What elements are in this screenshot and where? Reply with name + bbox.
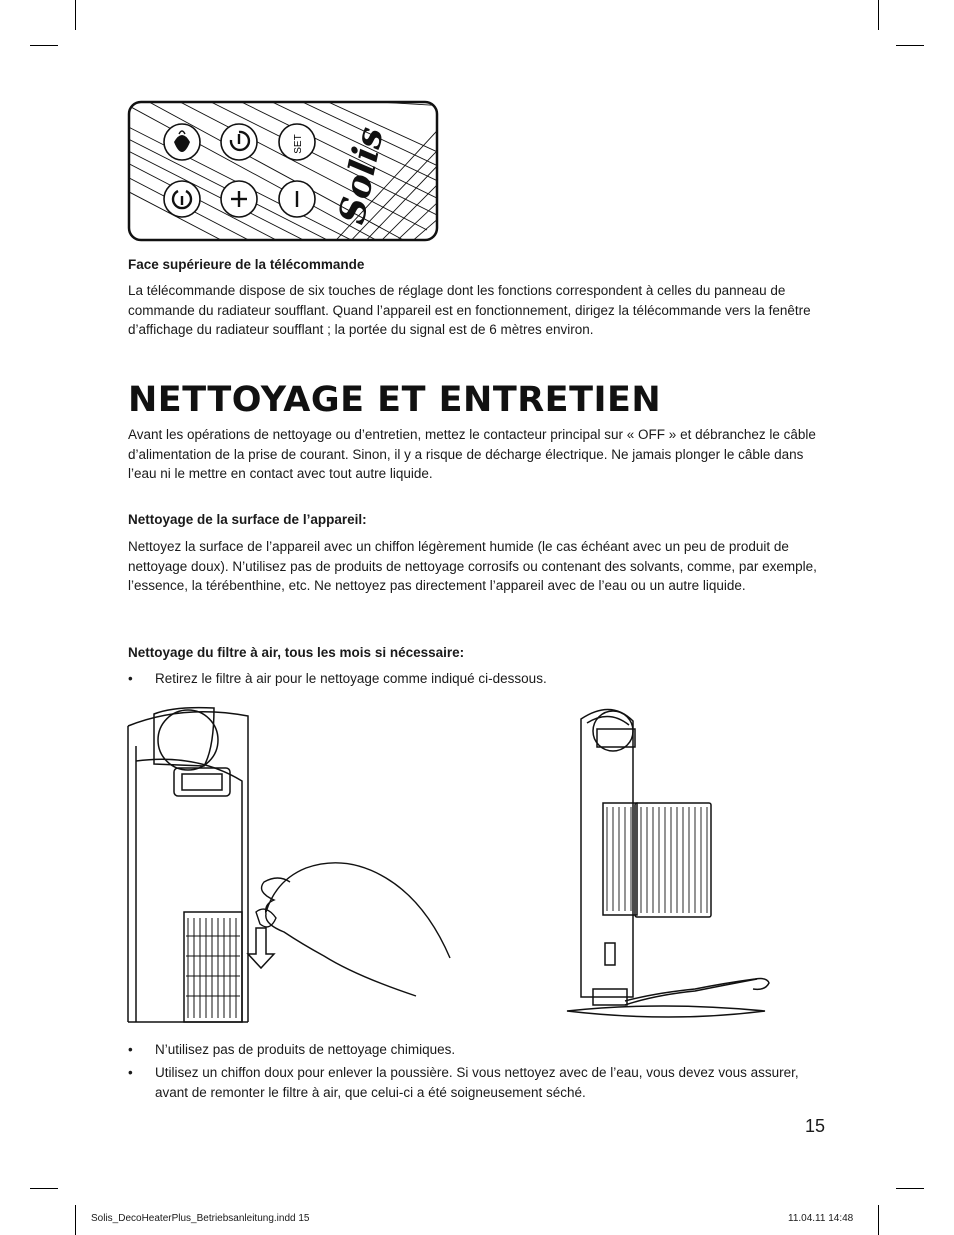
footer-filename: Solis_DecoHeaterPlus_Betriebsanleitung.indd 15	[91, 1213, 310, 1224]
crop-mark	[75, 0, 76, 30]
section-intro: Avant les opérations de nettoyage ou d’entretien, mettez le contacteur principal sur « OFF » et débranchez le câble d’alimentation de la prise de courant. Sinon, il y a risque de décharge électrique. Ne jamais plonger le câble dans l’eau ni le mettre en contact avec tout autre liquide.	[128, 427, 816, 481]
bullet-text: Retirez le filtre à air pour le nettoyage comme indiqué ci-dessous.	[155, 671, 547, 686]
bullet-item	[128, 1040, 828, 1060]
surface-text: Nettoyez la surface de l’appareil avec un chiffon légèrement humide (le cas échéant avec un peu de produit de nettoyage doux). N’utilisez pas de produits de nettoyage corrosifs ou contenant des solvants, comme, par exemple, l’essence, la térébenthine, etc. Ne nettoyez pas directement l’appareil avec de l’eau ou un autre liquide.	[128, 539, 817, 593]
footer-date: 11.04.11 14:48	[788, 1213, 854, 1224]
set-label: SET	[293, 134, 304, 154]
crop-mark	[896, 1188, 924, 1189]
crop-mark	[878, 0, 879, 30]
bullet-item	[128, 669, 828, 689]
bullet-dot: •	[128, 671, 133, 686]
page-number: 15	[805, 1116, 826, 1136]
bullet-text: Utilisez un chiffon doux pour enlever la poussière. Si vous nettoyez avec de l’eau, vous devez vous assurer, avant de remonter le filtre à air, que celui-ci a été soigneusement séché.	[155, 1065, 799, 1100]
bullet-dot: •	[128, 1065, 133, 1080]
remote-caption: Face supérieure de la télécommande	[128, 257, 365, 272]
crop-mark	[30, 1188, 58, 1189]
filter-heading: Nettoyage du filtre à air, tous les mois si nécessaire:	[128, 645, 465, 660]
heater-front-illustration	[565, 707, 781, 1023]
crop-mark	[896, 45, 924, 46]
remote-illustration	[127, 100, 439, 242]
bullet-dot: •	[128, 1042, 133, 1057]
bullet-text: N’utilisez pas de produits de nettoyage chimiques.	[155, 1042, 456, 1057]
bullet-item	[128, 1063, 828, 1102]
section-title: NETTOYAGE ET ENTRETIEN	[128, 380, 662, 420]
crop-mark	[30, 45, 58, 46]
crop-mark	[878, 1205, 879, 1235]
brand-logo: Solis	[330, 123, 392, 228]
heater-filter-removal-illustration	[126, 706, 452, 1024]
remote-description: La télécommande dispose de six touches de réglage dont les fonctions correspondent à celles du panneau de commande du radiateur soufflant. Quand l’appareil est en fonctionnement, dirigez la télécommande vers la fenêtre d’affichage du radiateur soufflant ; la portée du signal est de 6 mètres environ.	[128, 283, 811, 337]
surface-heading: Nettoyage de la surface de l’appareil:	[128, 512, 367, 527]
crop-mark	[75, 1205, 76, 1235]
